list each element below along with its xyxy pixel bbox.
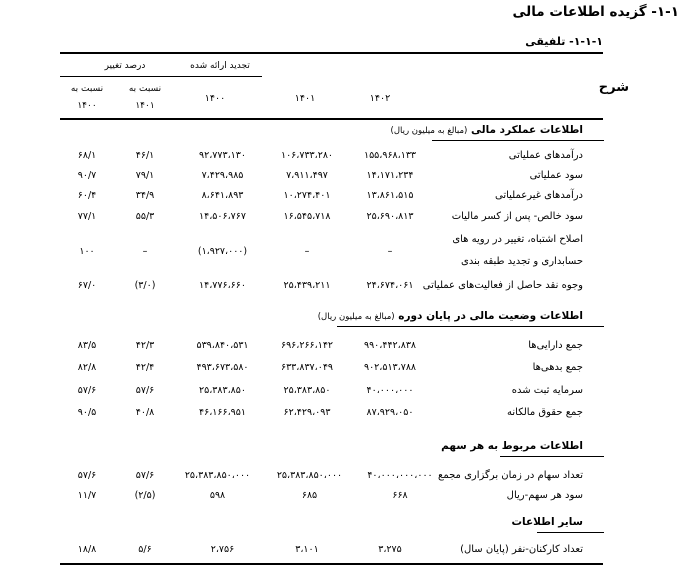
cell-1401: ۱۶،۵۴۵،۷۱۸ — [283, 211, 331, 222]
cell-vs1400: ۶۷/۰ — [77, 280, 97, 291]
cell-1401: ۶۹۶،۲۶۶،۱۴۲ — [280, 340, 334, 351]
cell-1400: (۱،۹۲۷،۰۰۰) — [197, 246, 248, 257]
cell-1402: ۴۰،۰۰۰،۰۰۰،۰۰۰ — [367, 470, 433, 481]
header-bottom-rule — [60, 118, 603, 120]
cell-1401: – — [304, 246, 310, 257]
cell-1400: ۴۶،۱۶۶،۹۵۱ — [199, 407, 246, 418]
cell-vs1401: ۴۲/۳ — [135, 340, 155, 351]
cell-vs1401: ۴۲/۴ — [135, 362, 155, 373]
page-title: ۱-۱- گزیده اطلاعات مالی — [512, 4, 679, 20]
section-note-position: (مبالغ به میلیون ریال) — [317, 312, 395, 322]
header-group-rule — [60, 76, 262, 77]
cell-vs1401: ۵۵/۳ — [135, 211, 155, 222]
cell-1402: – — [387, 246, 393, 257]
row-label: وجوه نقد حاصل از فعالیت‌های عملیاتی — [422, 280, 583, 291]
cell-vs1400: ۱۱/۷ — [77, 490, 97, 501]
cell-1400: ۱۴،۵۰۶،۷۶۷ — [199, 211, 246, 222]
cell-1401: ۳،۱۰۱ — [295, 544, 319, 555]
cell-vs1400: ۹۰/۷ — [77, 170, 97, 181]
cell-1400: ۴۹۳،۶۷۳،۵۸۰ — [196, 362, 249, 373]
header-description: شرح — [598, 80, 629, 95]
cell-vs1400: ۶۰/۴ — [77, 190, 97, 201]
row-label: جمع دارایی‌ها — [528, 340, 583, 351]
cell-vs1400: ۸۳/۵ — [77, 340, 97, 351]
cell-1400: ۲،۷۵۶ — [210, 544, 235, 555]
row-label: سرمایه ثبت شده — [511, 385, 583, 396]
cell-1400: ۷،۴۲۹،۹۸۵ — [201, 170, 244, 181]
section-note-performance: (مبالغ به میلیون ریال) — [390, 126, 468, 136]
row-label: جمع حقوق مالکانه — [507, 407, 583, 418]
cell-1400: ۵۹۸ — [209, 490, 226, 501]
table-top-rule — [60, 52, 603, 54]
section-underline-performance — [432, 140, 604, 141]
section-title-performance: اطلاعات عملکرد مالی (مبالغ به میلیون ریال) — [390, 124, 583, 136]
cell-1400: ۵۳۹،۸۴۰،۵۳۱ — [196, 340, 249, 351]
cell-vs1400: ۹۰/۵ — [77, 407, 97, 418]
cell-vs1401: ۷۹/۱ — [135, 170, 155, 181]
cell-vs1400: ۵۷/۶ — [77, 385, 97, 396]
table-bottom-rule — [60, 563, 603, 565]
row-label: تعداد کارکنان-نفر (پایان سال) — [460, 544, 583, 555]
row-label: درآمدهای عملیاتی — [508, 150, 583, 161]
cell-1402: ۹۹۰،۴۴۲،۸۳۸ — [363, 340, 417, 351]
section-subtitle: ۱-۱-۱- تلفیقی — [525, 35, 603, 48]
row-label: درآمدهای غیرعملیاتی — [495, 190, 583, 201]
header-group-change: درصد تغییر — [104, 61, 146, 71]
cell-vs1401: (۳/۰) — [134, 280, 156, 291]
cell-1402: ۱۴،۱۷۱،۲۳۴ — [366, 170, 414, 181]
cell-1402: ۱۵۵،۹۶۸،۱۳۳ — [363, 150, 417, 161]
cell-vs1401: ۵/۶ — [138, 544, 152, 555]
section-title-per-share: اطلاعات مربوط به هر سهم — [441, 440, 583, 452]
header-col-1401: ۱۴۰۱ — [294, 93, 316, 104]
section-underline-per-share — [500, 456, 604, 457]
header-group-restated: تجدید ارائه شده — [190, 61, 250, 71]
cell-1402: ۹۰۲،۵۱۳،۷۸۸ — [363, 362, 417, 373]
row-label: سود خالص- پس از کسر مالیات — [451, 211, 583, 222]
cell-vs1400: ۷۷/۱ — [77, 211, 97, 222]
section-underline-position — [337, 326, 604, 327]
cell-vs1401: ۴۶/۱ — [135, 150, 155, 161]
cell-1402: ۱۳،۸۶۱،۵۱۵ — [366, 190, 414, 201]
row-label-line1: اصلاح اشتباه، تغییر در رویه های — [452, 234, 583, 245]
header-col-vs1401-line2: ۱۴۰۱ — [135, 101, 155, 111]
section-title-other: سایر اطلاعات — [511, 516, 583, 528]
cell-vs1401: ۵۷/۶ — [135, 385, 155, 396]
cell-vs1400: ۵۷/۶ — [77, 470, 97, 481]
row-label: سود عملیاتی — [529, 170, 583, 181]
cell-1401: ۶۸۵ — [301, 490, 318, 501]
cell-1401: ۶۲،۴۲۹،۰۹۳ — [283, 407, 331, 418]
cell-1401: ۲۵،۳۸۳،۸۵۰ — [283, 385, 331, 396]
header-col-1402: ۱۴۰۲ — [369, 93, 391, 104]
cell-1402: ۴۰،۰۰۰،۰۰۰ — [366, 385, 414, 396]
cell-1402: ۲۴،۶۷۴،۰۶۱ — [366, 280, 414, 291]
cell-vs1401: ۴۰/۸ — [135, 407, 155, 418]
cell-vs1400: ۸۲/۸ — [77, 362, 97, 373]
cell-1401: ۱۰۶،۷۳۳،۲۸۰ — [280, 150, 334, 161]
row-label: سود هر سهم-ریال — [506, 490, 583, 501]
section-underline-other — [537, 532, 604, 533]
cell-1400: ۲۵،۳۸۳،۸۵۰،۰۰۰ — [184, 470, 251, 481]
header-col-vs1400-line1: نسبت به — [70, 84, 104, 94]
header-col-vs1400 — [62, 82, 112, 113]
cell-1402: ۲۵،۶۹۰،۸۱۳ — [366, 211, 414, 222]
header-col-vs1401 — [120, 82, 170, 113]
cell-vs1401: ۳۴/۹ — [135, 190, 155, 201]
cell-vs1401: ۵۷/۶ — [135, 470, 155, 481]
cell-vs1401: (۲/۵) — [134, 490, 156, 501]
cell-1400: ۹۲،۷۷۳،۱۳۰ — [199, 150, 246, 161]
cell-1402: ۸۷،۹۲۹،۰۵۰ — [366, 407, 414, 418]
cell-vs1400: ۱۰۰ — [79, 246, 95, 257]
cell-vs1400: ۶۸/۱ — [77, 150, 97, 161]
cell-1402: ۳،۲۷۵ — [378, 544, 402, 555]
cell-1402: ۶۶۸ — [392, 490, 408, 501]
row-label: جمع بدهی‌ها — [532, 362, 583, 373]
cell-1401: ۱۰،۲۷۴،۴۰۱ — [283, 190, 331, 201]
row-label-line2: حسابداری و تجدید طبقه بندی — [461, 256, 583, 267]
cell-vs1401: – — [142, 246, 148, 257]
cell-1400: ۱۴،۷۷۶،۶۶۰ — [199, 280, 246, 291]
cell-1400: ۸،۶۴۱،۸۹۳ — [201, 190, 244, 201]
header-col-1400: ۱۴۰۰ — [204, 93, 226, 104]
cell-1401: ۲۵،۴۳۹،۲۱۱ — [283, 280, 331, 291]
cell-1401: ۶۳۳،۸۳۷،۰۴۹ — [280, 362, 334, 373]
header-col-vs1401-line1: نسبت به — [128, 84, 162, 94]
cell-1401: ۲۵،۳۸۳،۸۵۰،۰۰۰ — [276, 470, 343, 481]
header-col-vs1400-line2: ۱۴۰۰ — [77, 101, 97, 111]
cell-vs1400: ۱۸/۸ — [77, 544, 97, 555]
cell-1400: ۲۵،۳۸۳،۸۵۰ — [199, 385, 246, 396]
row-label: تعداد سهام در زمان برگزاری مجمع — [438, 470, 583, 481]
cell-1401: ۷،۹۱۱،۴۹۷ — [286, 170, 328, 181]
section-title-position: اطلاعات وضعیت مالی در پایان دوره (مبالغ به میلیون ریال) — [317, 310, 583, 322]
